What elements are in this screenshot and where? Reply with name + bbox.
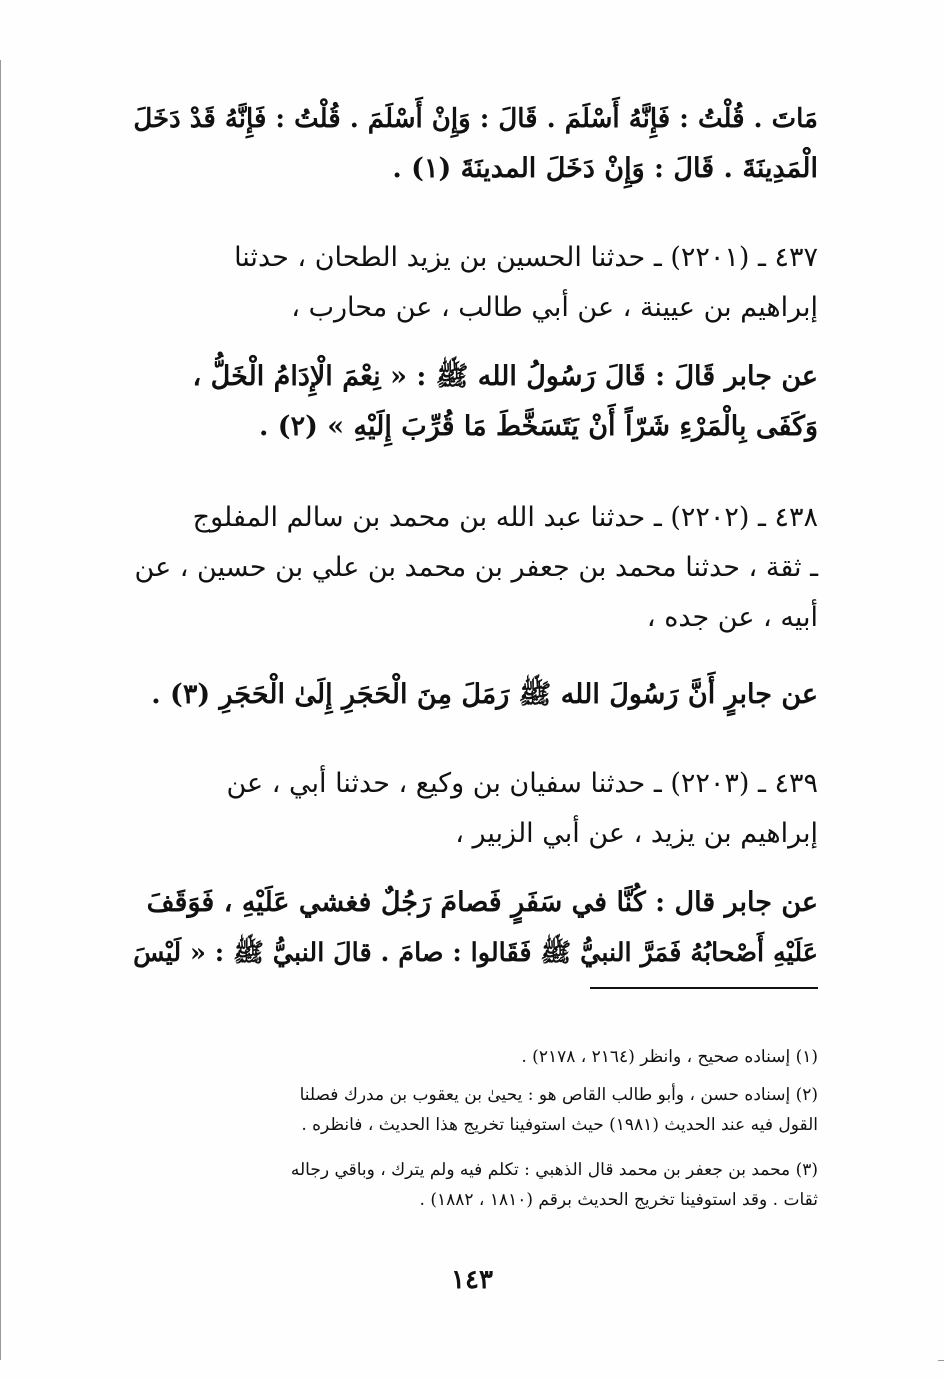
hadith-437-chain — [130, 233, 818, 333]
footnote-line: (٣) محمد بن جعفر بن محمد قال الذهبي : تكلم فيه ولم يترك ، وباقي رجاله — [290, 1160, 818, 1180]
footnote-separator — [590, 987, 818, 989]
text-line: ٤٣٩ ـ (٢٢٠٣) ـ حدثنا سفيان بن وكيع ، حدثنا أبي ، عن — [226, 768, 818, 799]
footnote-3 — [130, 1155, 818, 1215]
footnote-2 — [130, 1080, 818, 1140]
hadith-437-text — [130, 352, 818, 452]
hadith-438-chain — [130, 493, 818, 643]
text-line: وَكَفَى بِالْمَرْءِ شَرّاً أَنْ يَتَسَخَّطَ مَا قُرِّبَ إِلَيْهِ » (٢) . — [259, 411, 818, 442]
hadith-439-chain — [130, 759, 818, 859]
footnote-line: (٢) إسناده حسن ، وأبو طالب القاص هو : يحيىٰ بن يعقوب بن مدرك فصلنا — [299, 1085, 818, 1105]
text-line: إبراهيم بن عيينة ، عن أبي طالب ، عن محارب ، — [291, 292, 818, 323]
text-line: ٤٣٨ ـ (٢٢٠٢) ـ حدثنا عبد الله بن محمد بن سالم المفلوج — [192, 502, 818, 533]
text-line: عن جابر قَالَ : قَالَ رَسُولُ الله ﷺ : « نِعْمَ الْإِدَامُ الْخَلُّ ، — [192, 361, 818, 392]
text-line: ٤٣٧ ـ (٢٢٠١) ـ حدثنا الحسين بن يزيد الطحان ، حدثنا — [234, 242, 818, 273]
scan-edge — [0, 60, 1, 1360]
hadith-438-text — [130, 670, 818, 720]
text-line: عَلَيْهِ أَصْحابُهُ فَمَرَّ النبيُّ ﷺ فَقَالوا : صامَ . قالَ النبيُّ ﷺ : « لَيْسَ — [133, 938, 818, 968]
text-line: ـ ثقة ، حدثنا محمد بن جعفر بن محمد بن علي بن حسين ، عن — [134, 552, 818, 583]
text-line: عن جابر قال : كُنَّا في سَفَرٍ فَصامَ رَجُلٌ فغشي عَلَيْهِ ، فَوَقَفَ — [146, 887, 818, 918]
footnote-line: (١) إسناده صحيح ، وانظر (٢١٦٤ ، ٢١٧٨) . — [521, 1047, 818, 1067]
page-number: ١٤٣ — [451, 1265, 493, 1295]
paragraph-continuation — [130, 94, 818, 194]
text-line: إبراهيم بن يزيد ، عن أبي الزبير ، — [455, 818, 818, 849]
footnote-1 — [130, 1042, 818, 1072]
hadith-439-text — [130, 878, 818, 978]
text-line: الْمَدِينَةَ . قَالَ : وَإِنْ دَخَلَ المدينَةَ (١) . — [392, 153, 818, 184]
scan-edge — [938, 1360, 944, 1361]
footnote-line: ثقات . وقد استوفينا تخريج الحديث برقم (١٨١٠ ، ١٨٨٢) . — [419, 1190, 818, 1210]
text-line: أبيه ، عن جده ، — [646, 602, 818, 633]
text-line: مَاتَ . قُلْتُ : فَإِنَّهُ أَسْلَمَ . قَالَ : وَإِنْ أَسْلَمَ . قُلْتُ : فَإِنَّهُ قَدْ دَخَلَ — [133, 104, 818, 134]
text-line: عن جابرٍ أَنَّ رَسُولَ الله ﷺ رَمَلَ مِنَ الْحَجَرِ إِلَىٰ الْحَجَرِ (٣) . — [151, 679, 818, 710]
footnote-line: القول فيه عند الحديث (١٩٨١) حيث استوفينا تخريج هذا الحديث ، فانظره . — [301, 1115, 818, 1135]
